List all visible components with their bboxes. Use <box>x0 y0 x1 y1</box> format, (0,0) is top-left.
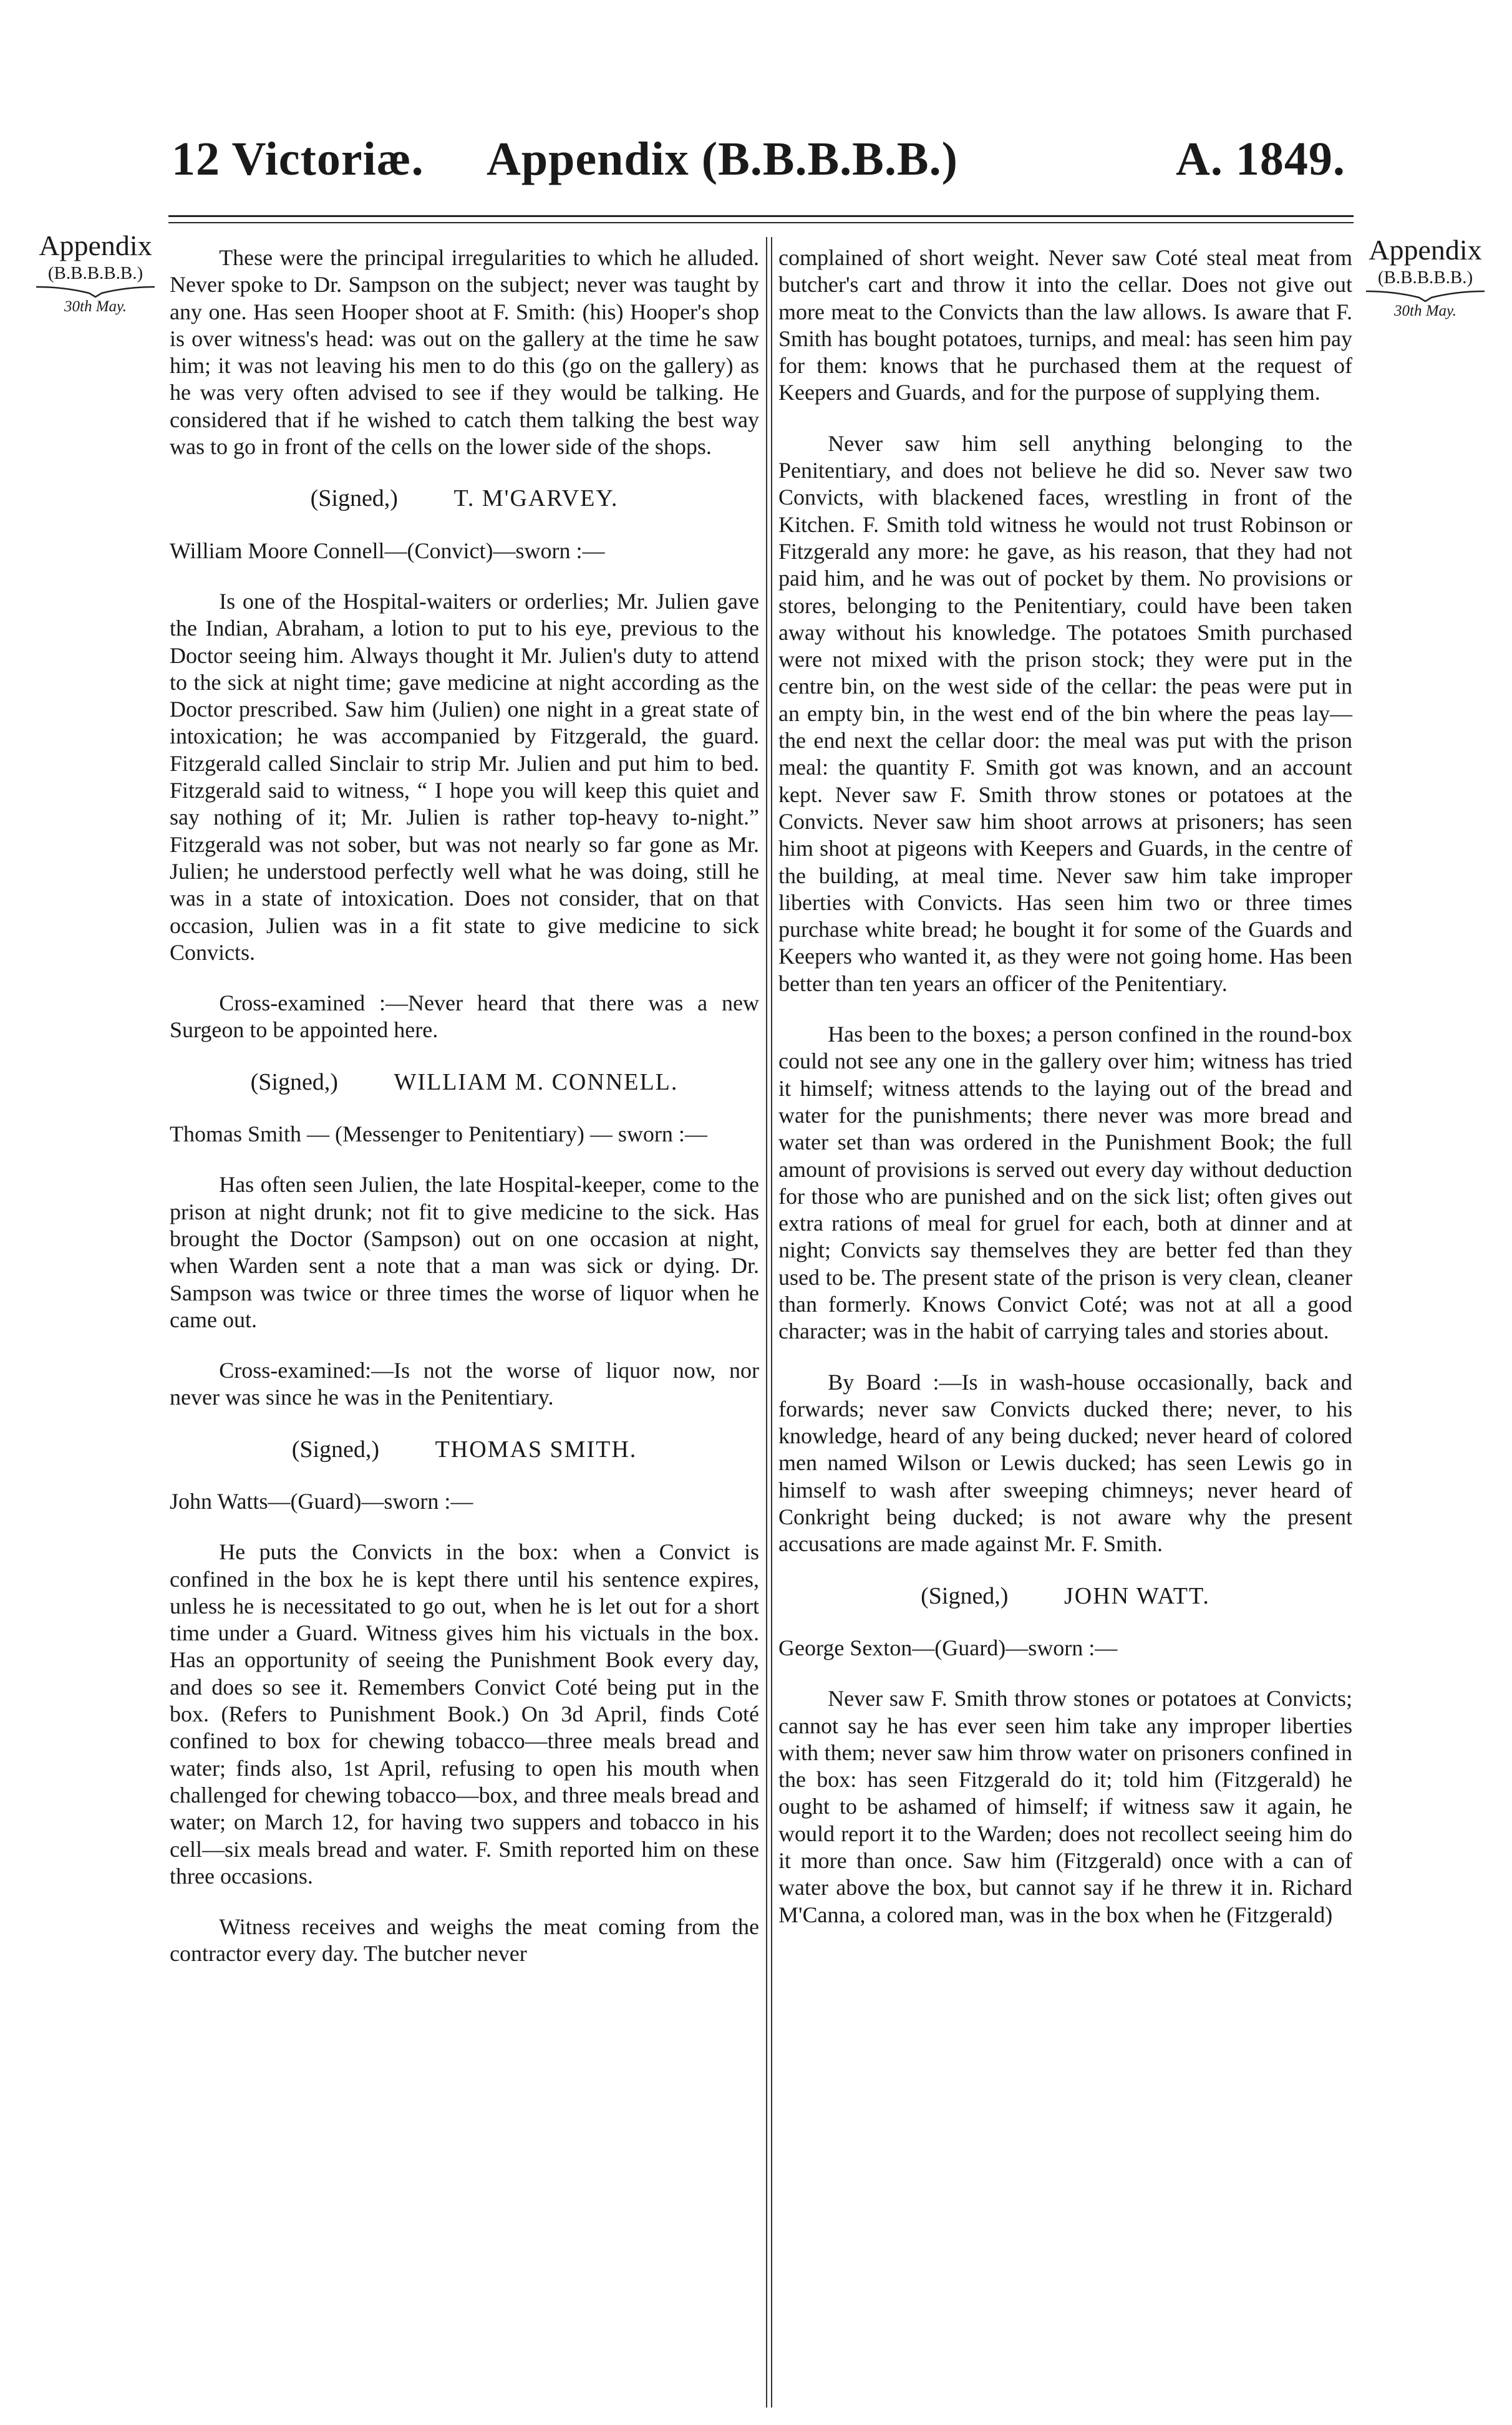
signature <box>170 1069 759 1096</box>
paragraph: Never saw him sell anything belonging to the Penitentiary, and does not believe he did so. Never saw two Convicts, with blackened faces, wrestling in front of the Kitchen. F. Smith told witness he would not trust Robinson or Fitzgerald any more: he gave, as his reason, that they had not paid him, and he was out of pocket by them. No provisions or stores, belonging to the Penitentiary, could have been taken away without his knowledge. The potatoes Smith purchased were not mixed with the prison stock; they were put in the centre bin, on the west side of the cellar: the peas were put in an empty bin, in the west end of the bin where the peas lay—the end next the cellar door: the meal was put with the prison meal: the quantity F. Smith got was known, and an account kept. Never saw F. Smith throw stones or potatoes at the Convicts. Never saw him shoot arrows at prisoners; has seen him shoot at pigeons with Keepers and Guards, in the centre of the building, at meal time. Never saw him take improper liberties with Convicts. Has seen him two or three times purchase white bread; he bought it for some of the Guards and Keepers who wanted it, as they were not going home. Has been better than ten years an officer of the Penitentiary. <box>778 430 1352 996</box>
paragraph: Has often seen Julien, the late Hospital-keeper, come to the prison at night drunk; not fit to give medicine to the sick. Has brought the Doctor (Sampson) out on one occasion at night, when Warden sent a note that a man was sick or dying. Dr. Sampson was twice or three times the worse of liquor when he came out. <box>170 1172 759 1332</box>
paragraph: By Board :—Is in wash-house occasionally, back and forwards; never saw Convicts ducked there; never, to his knowledge, heard of any being ducked; never heard of colored men named Wilson or Lewis ducked; has seen Lewis go in himself to wash after sweeping chimneys; never heard of Conkright being ducked; is not aware why the present accusations are made against Mr. F. Smith. <box>778 1369 1352 1557</box>
paragraph: He puts the Convicts in the box: when a Convict is confined in the box he is kept there until his sentence expires, unless he is necessitated to go out, when he is let out for a short time under a Guard. Witness gives him his victuals in the box. Has an opportunity of seeing the Punishment Book every day, and does so see it. Remembers Convict Coté being put in the box. (Refers to Punishment Book.) On 3d April, finds Coté confined to box for chewing tobacco—three meals bread and water; finds also, 1st April, refusing to open his mouth when challenged for chewing tobacco—box, and three meals bread and water; on March 12, for having two suppers and tobacco in his cell—six meals bread and water. F. Smith reported him on these three occasions. <box>170 1539 759 1889</box>
witness-heading: Thomas Smith — (Messenger to Penitentiary) — sworn :— <box>170 1121 707 1147</box>
paragraph: These were the principal irregularities to which he alluded. Never spoke to Dr. Sampson on the subject; never was taught by any one. Has seen Hooper shoot at F. Smith: (his) Hooper's shop is over witness's head: was out on the gallery at the time he saw him; it was not leaving his men to do this (go on the gallery) as he was very often advised to see if they would be talking. He considered that if he wished to catch them talking the best way was to go in front of the cells on the lower side of the shops. <box>170 245 759 460</box>
header-rule <box>168 215 1354 217</box>
signature <box>170 1436 759 1463</box>
margin-note-code: (B.B.B.B.B.) <box>1377 268 1473 288</box>
paragraph: Is one of the Hospital-waiters or orderlies; Mr. Julien gave the Indian, Abraham, a lotion to put to his eye, previous to the Doctor seeing him. Always thought it Mr. Julien's duty to attend to the sick at night time; gave medicine at night according as the Doctor prescribed. Saw him (Julien) one night in a great state of intoxication; he was accompanied by Fitzgerald, the guard. Fitzgerald called Sinclair to strip Mr. Julien and put him to bed. Fitzgerald said to witness, “ I hope you will keep this quiet and say nothing of it; Mr. Julien is rather top-heavy to-night.” Fitzgerald was not sober, but was not nearly so far gone as Mr. Julien; he understood perfectly well what he was doing, still he was in a state of intoxication. Does not consider, that on that occasion, Julien was in a fit state to give medicine to sick Convicts. <box>170 588 759 965</box>
witness-heading: George Sexton—(Guard)—sworn :— <box>778 1635 1118 1660</box>
column-divider <box>766 237 767 2408</box>
signature-label: (Signed,) <box>291 1436 380 1463</box>
signature-name: THOMAS SMITH. <box>435 1436 637 1463</box>
margin-note-left <box>24 230 167 316</box>
margin-note-date: 30th May. <box>64 298 127 315</box>
signature-name: T. M'GARVEY. <box>453 485 619 512</box>
header-left: 12 Victoriæ. <box>172 133 424 185</box>
header-rule-thin <box>168 222 1354 223</box>
signature-label: (Signed,) <box>250 1068 338 1095</box>
brace-icon <box>33 284 158 298</box>
margin-note-title: Appendix <box>1369 234 1482 266</box>
signature-name: WILLIAM M. CONNELL. <box>394 1068 679 1095</box>
left-column <box>170 244 759 2403</box>
margin-note-right <box>1354 234 1497 320</box>
signature-label: (Signed,) <box>310 485 398 512</box>
right-column <box>778 244 1352 2403</box>
margin-note-title: Appendix <box>39 230 152 261</box>
brace-icon <box>1363 289 1488 303</box>
margin-note-date: 30th May. <box>1394 303 1456 319</box>
header-title: Appendix (B.B.B.B.B.) <box>487 133 958 185</box>
witness-heading: William Moore Connell—(Convict)—sworn :— <box>170 538 605 563</box>
signature <box>778 1583 1352 1610</box>
paragraph: complained of short weight. Never saw Coté steal meat from butcher's cart and throw it into the cellar. Does not give out more meat to the Convicts than the law allows. Is aware that F. Smith has bought potatoes, turnips, and meal: has seen him pay for them: knows that he purchased them at the request of Keepers and Guards, and for the purpose of supplying them. <box>778 245 1352 405</box>
paragraph: Cross-examined:—Is not the worse of liquor now, nor never was since he was in the Penitentiary. <box>170 1358 759 1410</box>
witness-heading: John Watts—(Guard)—sworn :— <box>170 1488 473 1514</box>
paragraph: Witness receives and weighs the meat coming from the contractor every day. The butcher never <box>170 1914 759 1967</box>
header-right: A. 1849. <box>1176 133 1345 185</box>
signature-name: JOHN WATT. <box>1064 1582 1210 1609</box>
paragraph: Cross-examined :—Never heard that there was a new Surgeon to be appointed here. <box>170 990 759 1043</box>
page-header <box>0 132 1512 207</box>
paragraph: Never saw F. Smith throw stones or potatoes at Convicts; cannot say he has ever seen him take any improper liberties with them; never saw him throw water on prisoners confined in the box: has seen Fitzgerald do it; told him (Fitzgerald) he ought to be ashamed of himself; if witness saw it again, he would report it to the Warden; does not recollect seeing him do it more than once. Saw him (Fitzgerald) once with a can of water above the box, but cannot say if he threw it in. Richard M'Canna, a colored man, was in the box when he (Fitzgerald) <box>778 1686 1352 1927</box>
margin-note-code: (B.B.B.B.B.) <box>47 263 143 283</box>
signature <box>170 485 759 512</box>
column-divider <box>771 237 772 2408</box>
paragraph: Has been to the boxes; a person confined in the round-box could not see any one in the gallery over him; witness has tried it himself; witness attends to the laying out of the bread and water for the punishments; there never was more bread and water set than was ordered in the Punishment Book; the full amount of provisions is served out every day without deduction for those who are punished and on the sick list; often gives out extra rations of meal for gruel for each, both at dinner and at night; Convicts say themselves they are better fed than they used to be. The present state of the prison is very clean, cleaner than formerly. Knows Convict Coté; was not at all a good character; was in the habit of carrying tales and stories about. <box>778 1022 1352 1344</box>
signature-label: (Signed,) <box>921 1582 1009 1609</box>
